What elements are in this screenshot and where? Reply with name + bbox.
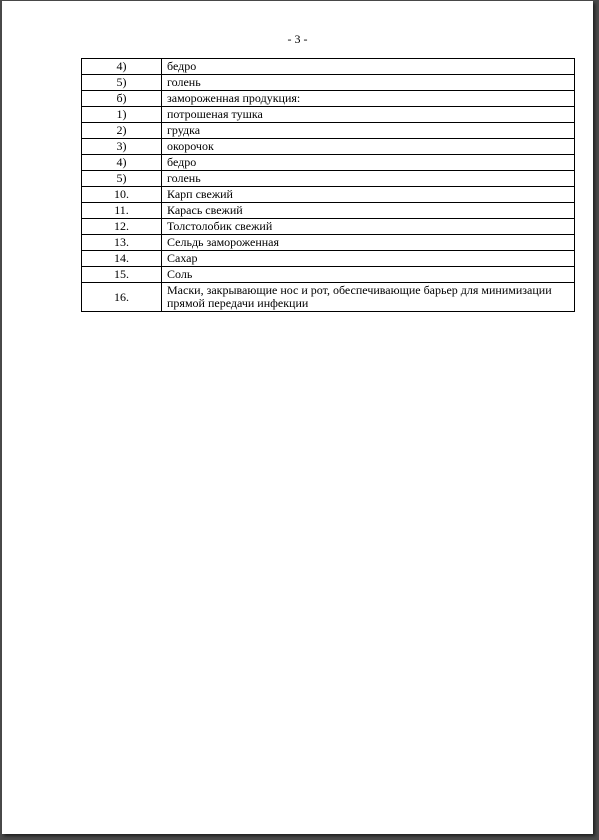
product-table (81, 58, 575, 312)
product-table-body (82, 59, 575, 312)
row-name: замороженная продукция: (162, 91, 575, 107)
table-row (82, 139, 575, 155)
row-number: 10. (82, 187, 162, 203)
row-number: 5) (82, 75, 162, 91)
row-name: Карась свежий (162, 203, 575, 219)
table-row (82, 75, 575, 91)
table-row (82, 219, 575, 235)
row-number: 2) (82, 123, 162, 139)
row-number: 12. (82, 219, 162, 235)
row-name: бедро (162, 155, 575, 171)
document-page (2, 1, 593, 834)
table-row (82, 203, 575, 219)
row-name: Маски, закрывающие нос и рот, обеспечивающие барьер для минимизации прямой передачи инфекции (162, 283, 575, 312)
row-number: 1) (82, 107, 162, 123)
row-name: Сельдь замороженная (162, 235, 575, 251)
table-row (82, 155, 575, 171)
table-row (82, 171, 575, 187)
row-name: бедро (162, 59, 575, 75)
row-name: Соль (162, 267, 575, 283)
table-row (82, 187, 575, 203)
row-name: окорочок (162, 139, 575, 155)
table-row (82, 235, 575, 251)
table-row (82, 267, 575, 283)
row-number: 16. (82, 283, 162, 312)
row-number: 14. (82, 251, 162, 267)
table-row (82, 59, 575, 75)
row-number: 5) (82, 171, 162, 187)
row-name: Карп свежий (162, 187, 575, 203)
row-name: грудка (162, 123, 575, 139)
row-name: потрошеная тушка (162, 107, 575, 123)
table-row (82, 91, 575, 107)
row-number: 3) (82, 139, 162, 155)
table-row (82, 123, 575, 139)
row-name: голень (162, 171, 575, 187)
row-number: б) (82, 91, 162, 107)
table-row (82, 283, 575, 312)
row-number: 13. (82, 235, 162, 251)
page-number: - 3 - (287, 32, 308, 46)
row-number: 15. (82, 267, 162, 283)
row-name: Толстолобик свежий (162, 219, 575, 235)
row-name: Сахар (162, 251, 575, 267)
row-number: 4) (82, 59, 162, 75)
table-row (82, 107, 575, 123)
row-number: 11. (82, 203, 162, 219)
table-row (82, 251, 575, 267)
row-number: 4) (82, 155, 162, 171)
row-name: голень (162, 75, 575, 91)
